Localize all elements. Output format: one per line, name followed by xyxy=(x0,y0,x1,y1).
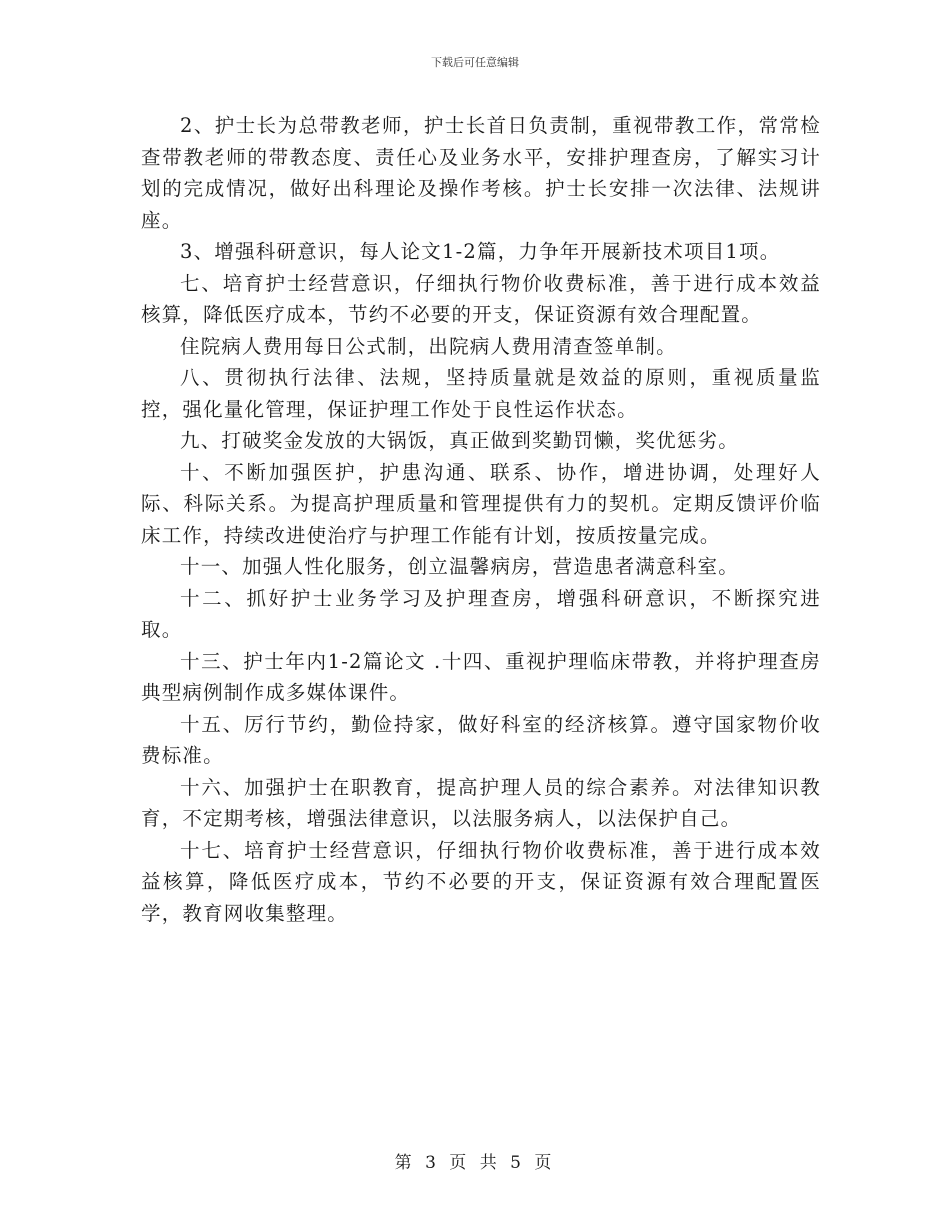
paragraph: 七、培育护士经营意识，仔细执行物价收费标准，善于进行成本效益核算，降低医疗成本，节约不必要的开支，保证资源有效合理配置。 xyxy=(141,271,821,326)
page-number-footer: 第 3 页 共 5 页 xyxy=(394,1153,556,1173)
document-body xyxy=(141,110,821,929)
paragraph: 十七、培育护士经营意识，仔细执行物价收费标准，善于进行成本效益核算，降低医疗成本，节约不必要的开支，保证资源有效合理配置医学，教育网收集整理。 xyxy=(141,838,821,925)
paragraph: 十五、厉行节约，勤俭持家，做好科室的经济核算。遵守国家物价收费标准。 xyxy=(141,712,821,767)
paragraph: 十、不断加强医护，护患沟通、联系、协作，增进协调，处理好人际、科际关系。为提高护理质量和管理提供有力的契机。定期反馈评价临床工作，持续改进使治疗与护理工作能有计划，按质按量完成。 xyxy=(141,460,821,547)
paragraph: 住院病人费用每日公式制，出院病人费用清查签单制。 xyxy=(180,334,677,358)
paragraph: 2、护士长为总带教老师，护士长首日负责制，重视带教工作，常常检查带教老师的带教态度、责任心及业务水平，安排护理查房，了解实习计划的完成情况，做好出科理论及操作考核。护士长安排一次法律、法规讲座。 xyxy=(141,114,821,232)
paragraph: 3、增强科研意识，每人论文1-2篇，力争年开展新技术项目1项。 xyxy=(180,240,781,263)
paragraph: 十三、护士年内1-2篇论文 .十四、重视护理临床带教，并将护理查房典型病例制作成多媒体课件。 xyxy=(141,649,821,704)
paragraph: 八、贯彻执行法律、法规，坚持质量就是效益的原则，重视质量监控，强化量化管理，保证护理工作处于良性运作状态。 xyxy=(141,366,821,421)
paragraph: 十六、加强护士在职教育，提高护理人员的综合素养。对法律知识教育，不定期考核，增强法律意识，以法服务病人，以法保护自己。 xyxy=(141,775,821,830)
paragraph: 十一、加强人性化服务，创立温馨病房，营造患者满意科室。 xyxy=(180,555,739,578)
paragraph: 十二、抓好护士业务学习及护理查房，增强科研意识，不断探究进取。 xyxy=(141,586,821,641)
page-header-note: 下载后可任意编辑 xyxy=(431,56,519,69)
paragraph: 九、打破奖金发放的大锅饭，真正做到奖勤罚懒，奖优惩劣。 xyxy=(180,429,739,452)
